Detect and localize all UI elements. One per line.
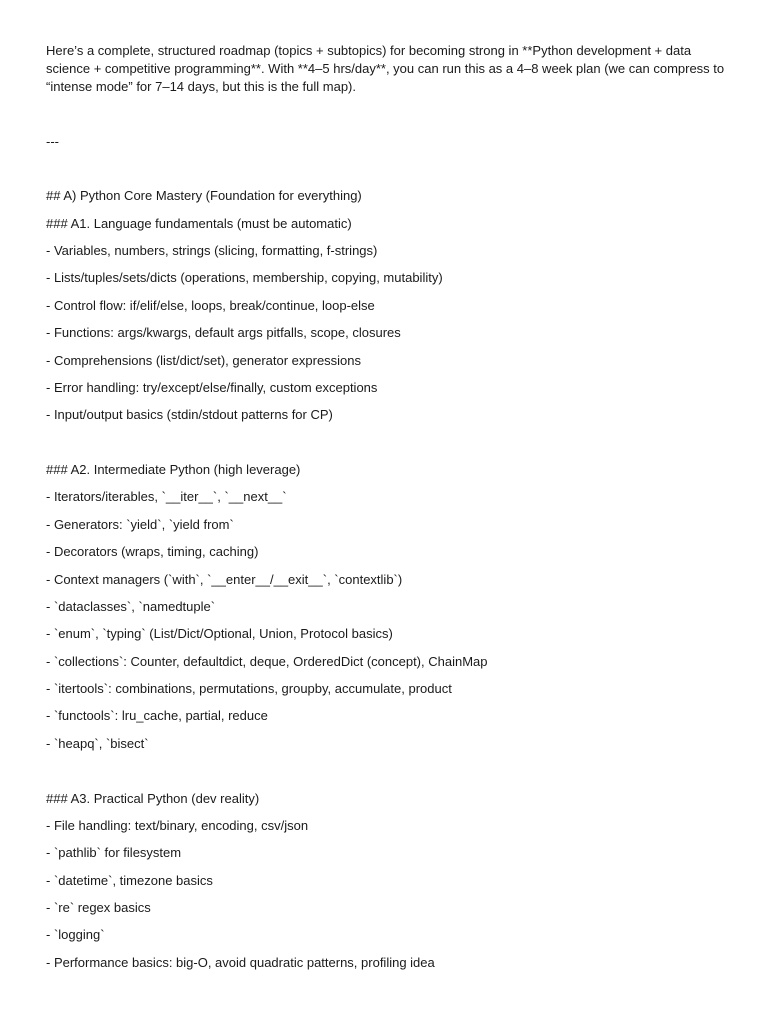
a2-item: - Generators: `yield`, `yield from` bbox=[46, 517, 234, 532]
a1-item: - Lists/tuples/sets/dicts (operations, membership, copying, mutability) bbox=[46, 270, 443, 285]
a1-item: - Error handling: try/except/else/finally, custom exceptions bbox=[46, 380, 378, 395]
a3-item: - `pathlib` for filesystem bbox=[46, 845, 182, 860]
a2-heading: ### A2. Intermediate Python (high leverage) bbox=[46, 462, 301, 477]
a2-item: - `functools`: lru_cache, partial, reduce bbox=[46, 708, 268, 723]
a2-item: - Context managers (`with`, `__enter__/__exit__`, `contextlib`) bbox=[46, 572, 403, 587]
a2-item: - `enum`, `typing` (List/Dict/Optional, Union, Protocol basics) bbox=[46, 626, 393, 641]
a3-item: - `logging` bbox=[46, 927, 105, 942]
a1-item: - Input/output basics (stdin/stdout patterns for CP) bbox=[46, 407, 333, 422]
a3-heading: ### A3. Practical Python (dev reality) bbox=[46, 791, 260, 806]
a3-item: - File handling: text/binary, encoding, csv/json bbox=[46, 818, 309, 833]
a2-item: - Iterators/iterables, `__iter__`, `__next__` bbox=[46, 489, 287, 504]
a1-item: - Control flow: if/elif/else, loops, break/continue, loop-else bbox=[46, 298, 375, 313]
a1-heading: ### A1. Language fundamentals (must be automatic) bbox=[46, 216, 352, 231]
a2-item: - `heapq`, `bisect` bbox=[46, 736, 149, 751]
a1-item: - Variables, numbers, strings (slicing, formatting, f-strings) bbox=[46, 243, 378, 258]
a3-item: - `datetime`, timezone basics bbox=[46, 873, 213, 888]
a3-item: - Performance basics: big-O, avoid quadratic patterns, profiling idea bbox=[46, 955, 435, 970]
a3-item: - `re` regex basics bbox=[46, 900, 151, 915]
section-a-heading: ## A) Python Core Mastery (Foundation for everything) bbox=[46, 188, 362, 203]
a2-item: - `collections`: Counter, defaultdict, deque, OrderedDict (concept), ChainMap bbox=[46, 654, 488, 669]
intro-paragraph: Here’s a complete, structured roadmap (topics + subtopics) for becoming strong in **Python development + data science + competitive programming**. With **4–5 hrs/day**, you can run this as a 4–8 week plan (we can compress to “intense mode” for 7–14 days, but this is the full map). bbox=[46, 43, 725, 94]
a1-item: - Functions: args/kwargs, default args pitfalls, scope, closures bbox=[46, 325, 401, 340]
a2-item: - Decorators (wraps, timing, caching) bbox=[46, 544, 259, 559]
a2-item: - `itertools`: combinations, permutations, groupby, accumulate, product bbox=[46, 681, 452, 696]
a1-item: - Comprehensions (list/dict/set), generator expressions bbox=[46, 353, 362, 368]
separator: --- bbox=[46, 134, 59, 149]
a2-item: - `dataclasses`, `namedtuple` bbox=[46, 599, 216, 614]
